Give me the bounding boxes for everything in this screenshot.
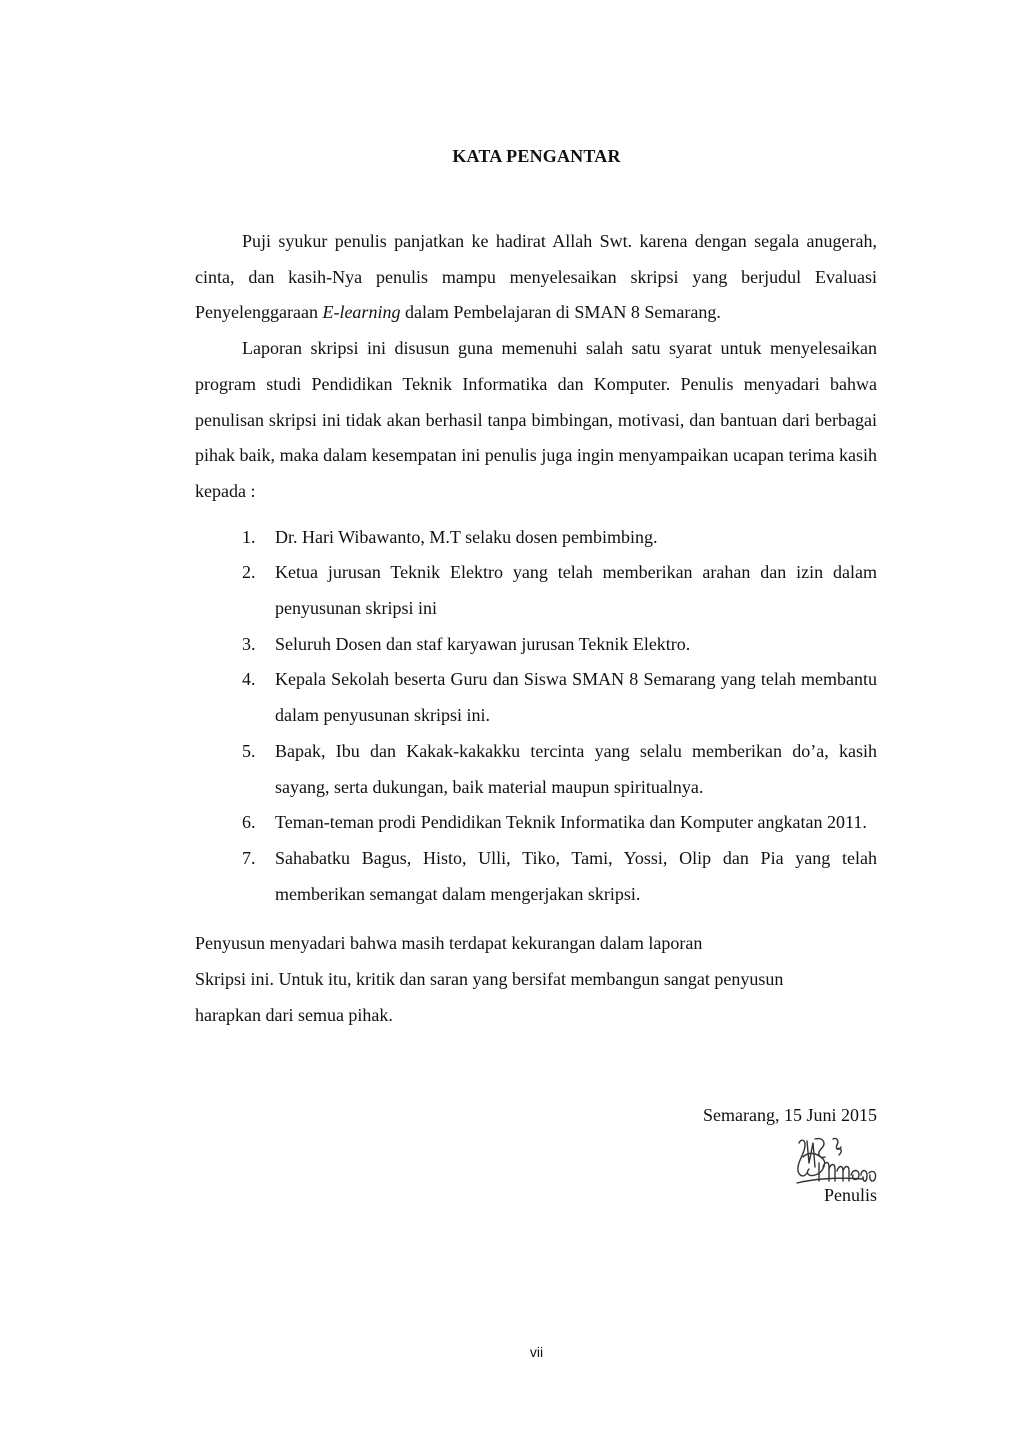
list-item-number: 2. — [242, 562, 256, 583]
acknowledgement-list — [195, 520, 877, 913]
list-item — [195, 734, 877, 805]
list-item-text: Seluruh Dosen dan staf karyawan jurusan Teknik Elektro. — [275, 633, 691, 654]
list-item-number: 1. — [242, 526, 256, 547]
intro-paragraph — [195, 224, 877, 331]
closing-line: Skripsi ini. Untuk itu, kritik dan saran yang bersifat membangun sangat penyusun — [195, 969, 784, 990]
intro-italic-term: E-learning — [322, 302, 401, 323]
list-item-text: Dr. Hari Wibawanto, M.T selaku dosen pembimbing. — [275, 526, 658, 547]
intro-text-start: Puji syukur penulis panjatkan ke hadirat Allah Swt. karena dengan segala anugerah, cinta, dan kasih-Nya penulis mampu menyelesaikan skripsi yang berjudul Evaluasi Penyelenggaraan — [195, 231, 877, 323]
document-body — [195, 224, 877, 1033]
list-item — [195, 555, 877, 626]
list-item-number: 7. — [242, 847, 256, 868]
intro-text-end: dalam Pembelajaran di SMAN 8 Semarang. — [400, 302, 721, 323]
page-number: vii — [529, 1344, 544, 1360]
list-item — [195, 627, 877, 663]
place-date: Semarang, 15 Juni 2015 — [703, 1105, 877, 1125]
author-label: Penulis — [823, 1185, 877, 1205]
list-item — [195, 662, 877, 733]
signature-image — [793, 1133, 879, 1189]
list-item-number: 5. — [242, 740, 256, 761]
closing-paragraph — [195, 926, 877, 1033]
list-item-text: Bapak, Ibu dan Kakak-kakakku tercinta yang selalu memberikan do’a, kasih sayang, serta dukungan, baik material maupun spiritualnya. — [275, 740, 877, 797]
list-item-text: Sahabatku Bagus, Histo, Ulli, Tiko, Tami, Yossi, Olip dan Pia yang telah memberikan semangat dalam mengerjakan skripsi. — [275, 847, 877, 904]
closing-line: Penyusun menyadari bahwa masih terdapat kekurangan dalam laporan — [195, 933, 703, 954]
list-item — [195, 520, 877, 556]
list-item-text: Teman-teman prodi Pendidikan Teknik Informatika dan Komputer angkatan 2011. — [275, 812, 867, 833]
list-item — [195, 841, 877, 912]
list-item — [195, 805, 877, 841]
list-item-number: 3. — [242, 633, 256, 654]
purpose-paragraph: Laporan skripsi ini disusun guna memenuhi salah satu syarat untuk menyelesaikan program studi Pendidikan Teknik Informatika dan Komputer. Penulis menyadari bahwa penulisan skripsi ini tidak akan berhasil tanpa bimbingan, motivasi, dan bantuan dari berbagai pihak baik, maka dalam kesempatan ini penulis juga ingin menyampaikan ucapan terima kasih kepada : — [195, 338, 877, 501]
list-item-number: 4. — [242, 669, 256, 690]
list-item-text: Kepala Sekolah beserta Guru dan Siswa SMAN 8 Semarang yang telah membantu dalam penyusunan skripsi ini. — [275, 669, 877, 726]
list-item-number: 6. — [242, 812, 256, 833]
list-item-text: Ketua jurusan Teknik Elektro yang telah memberikan arahan dan izin dalam penyusunan skripsi ini — [275, 562, 877, 619]
page-title: KATA PENGANTAR — [452, 146, 621, 166]
closing-line: harapkan dari semua pihak. — [195, 1004, 393, 1025]
